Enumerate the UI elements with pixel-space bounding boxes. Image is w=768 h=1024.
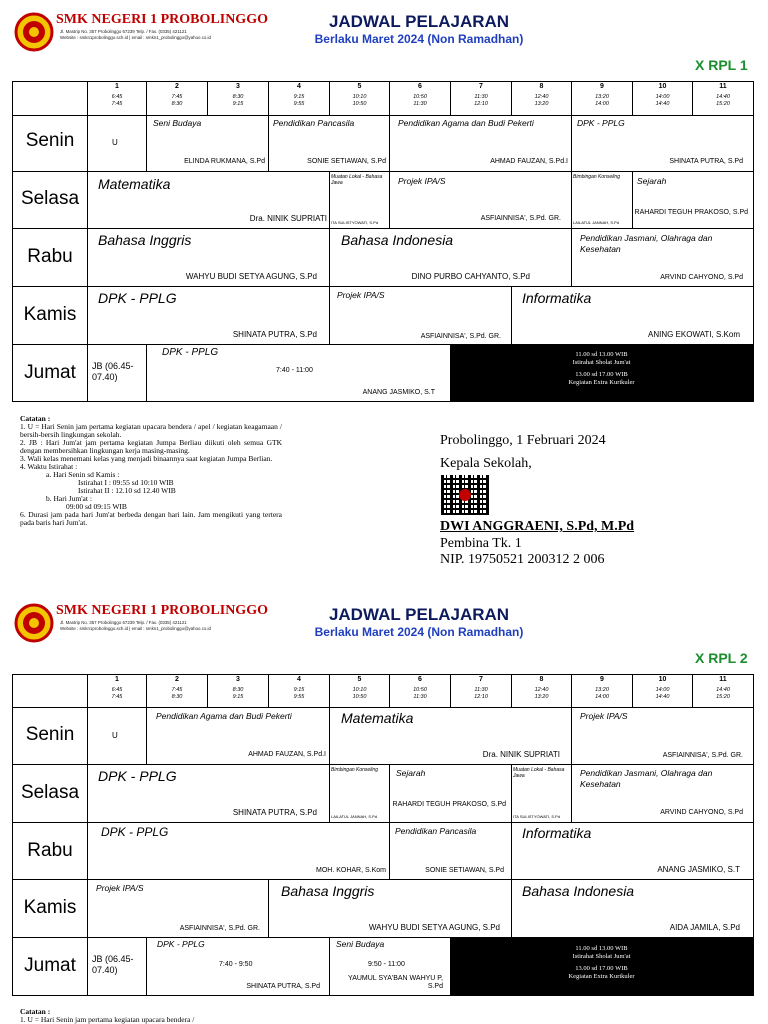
schedule-cell-subject: Muatan Lokal - Bahasa Jawa — [513, 767, 565, 779]
schedule-cell-time: 9:50 - 11:00 — [368, 961, 405, 968]
schedule-cell-teacher: RAHARDI TEGUH PRAKOSO, S.Pd — [392, 801, 506, 808]
schedule-cell-subject: DPK - PPLG — [101, 825, 169, 839]
break-line-3: 13.00 sd 17.00 WIB — [575, 965, 628, 972]
page-title: JADWAL PELAJARAN — [328, 605, 510, 624]
signatory-name: DWI ANGGRAENI, S.Pd, M.Pd — [440, 519, 635, 534]
schedule-cell-time: 7:40 - 9:50 — [219, 961, 253, 968]
period-end: 7:45 — [111, 694, 123, 700]
schedule-cell-subject: Matematika — [98, 176, 171, 192]
schedule-cell-teacher: RAHARDI TEGUH PRAKOSO, S.Pd — [634, 209, 748, 216]
break-line-3: 13.00 sd 17.00 WIB — [575, 371, 628, 378]
period-start: 7:45 — [171, 94, 183, 100]
jumpa-berlian-mark: JB (06.45-07.40) — [92, 954, 134, 975]
schedule-cell-subject: Pendidikan Jasmani, Olahraga dan Kesehatan — [580, 233, 713, 254]
break-line-1: 11.00 sd 13.00 WIB — [575, 945, 628, 952]
period-end: 12:10 — [474, 694, 488, 700]
period-end: 10:50 — [352, 101, 367, 107]
period-end: 9:15 — [232, 101, 244, 107]
schedule-cell-subject: Projek IPA/S — [96, 883, 144, 893]
schedule-cell-teacher: ASFIAINNISA', S.Pd. GR. — [179, 925, 260, 932]
period-number: 2 — [175, 83, 179, 90]
schedule-cell-teacher: ASFIAINNISA', S.Pd. GR. — [480, 215, 561, 222]
period-start: 13:20 — [595, 687, 609, 693]
signature-role: Kepala Sekolah, — [440, 456, 532, 471]
schedule-cell-teacher: ARVIND CAHYONO, S.Pd — [660, 274, 743, 281]
page-title: JADWAL PELAJARAN — [328, 12, 510, 31]
period-start: 11:30 — [474, 94, 488, 100]
schedule-cell-teacher: SHINATA PUTRA, S.Pd — [232, 808, 317, 817]
period-start: 8:30 — [232, 687, 244, 693]
day-label-senin: Senin — [25, 724, 75, 745]
schedule-cell-subject: Sejarah — [396, 768, 426, 778]
break-line-2: Istirahat Sholat Jum'at — [572, 359, 631, 366]
note-item: 4. Waktu Istirahat : — [20, 462, 78, 471]
schedule-cell-teacher: SONIE SETIAWAN, S.Pd — [425, 867, 504, 874]
schedule-cell-teacher: ITA SULISTYOWATI, S.Pd — [331, 220, 379, 225]
schedule-cell-teacher: Dra. NINIK SUPRIATI — [249, 214, 327, 223]
period-end: 15:20 — [716, 101, 730, 107]
schedule-cell-teacher: ASFIAINNISA', S.Pd. GR. — [662, 752, 743, 759]
note-item: 1. U = Hari Senin jam pertama kegiatan upacara bendera / apel / kegiatan keagamaan / bersih-bersih lingkungan sekolah. — [20, 422, 282, 439]
schedule-cell-teacher: ANING EKOWATI, S.Kom — [647, 330, 740, 339]
schedule-cell-subject: Bahasa Inggris — [281, 883, 375, 899]
schedule-cell-teacher: AHMAD FAUZAN, S.Pd.I — [490, 158, 568, 165]
period-end: 11:30 — [413, 694, 427, 700]
school-name: SMK NEGERI 1 PROBOLINGGO — [56, 603, 268, 618]
period-start: 6:45 — [111, 687, 123, 693]
school-logo-icon — [14, 12, 54, 52]
schedule-cell-teacher: YAUMUL SYA'BAN WAHYU P, S.Pd — [348, 975, 443, 990]
schedule-cell-subject: Sejarah — [637, 176, 667, 186]
period-end: 7:45 — [111, 101, 123, 107]
schedule-cell-subject: Pendidikan Jasmani, Olahraga dan Kesehatan — [580, 768, 713, 789]
period-start: 11:30 — [474, 687, 488, 693]
break-line-4: Kegiatan Extra Kurikuler — [568, 379, 635, 386]
period-number: 2 — [175, 676, 179, 683]
schedule-cell-subject: Bimbingan Konseling — [573, 174, 620, 180]
period-end: 12:10 — [474, 101, 488, 107]
schedule-cell-subject: Matematika — [341, 710, 414, 726]
period-start: 14:40 — [716, 687, 730, 693]
schedule-cell-teacher: AHMAD FAUZAN, S.Pd.I — [248, 751, 326, 758]
day-label-senin: Senin — [25, 130, 75, 151]
schedule-cell-subject: DPK - PPLG — [98, 290, 177, 306]
period-start: 12:40 — [534, 94, 549, 100]
period-end: 14:00 — [595, 101, 609, 107]
schedule-cell-teacher: MOH. KOHAR, S.Kom — [315, 867, 386, 874]
schedule-cell-subject: Projek IPA/S — [580, 711, 628, 721]
day-label-rabu: Rabu — [27, 246, 73, 267]
period-number: 4 — [297, 676, 301, 683]
period-number: 11 — [719, 83, 727, 90]
schedule-cell-subject: DPK - PPLG — [157, 939, 205, 949]
period-start: 9:15 — [293, 687, 305, 693]
period-start: 14:40 — [716, 94, 730, 100]
schedule-cell-subject: Bahasa Indonesia — [522, 883, 635, 899]
class-label: X RPL 1 — [695, 57, 748, 73]
school-contact: Website : smkn1probolinggo.sch.id | email : smkn1_probolinggo@yahoo.co.id — [60, 35, 211, 40]
signature-place-date: Probolinggo, 1 Februari 2024 — [440, 433, 606, 448]
break-line-1: 11.00 sd 13.00 WIB — [575, 351, 628, 358]
school-address: Jl. Mastrip No. 357 Probolinggo 67239 Telp. / Fax. (0335) 421121 — [60, 620, 187, 625]
schedule-cell-subject: Pendidikan Agama dan Budi Pekerti — [398, 118, 534, 128]
period-start: 10:50 — [413, 687, 427, 693]
schedule-cell-subject: Bahasa Indonesia — [341, 232, 454, 248]
note-item: 6. Durasi jam pada hari Jum'at berbeda dengan hari lain. Jam mengikuti yang tertera pada baris hari Jum'at. — [20, 510, 282, 527]
period-end: 8:30 — [171, 101, 183, 107]
friday-break-block — [450, 938, 753, 995]
period-start: 14:00 — [655, 687, 670, 693]
period-start: 10:50 — [413, 94, 427, 100]
note-item: 09:00 sd 09:15 WIB — [66, 502, 127, 511]
upacara-mark: U — [112, 731, 118, 740]
day-label-jumat: Jumat — [24, 362, 76, 383]
schedule-cell-subject: Seni Budaya — [153, 118, 202, 128]
schedule-cell-teacher: LAILATUL JANNAH, S.Pd — [573, 220, 620, 225]
note-item: 2. JB : Hari Jum'at jam pertama kegiatan Jumpa Berliau diikuti oleh semua GTK dengan membersihkan lingkungan kerja masing-masing. — [20, 438, 282, 455]
schedule-cell-teacher: ELINDA RUKMANA, S.Pd — [184, 158, 265, 165]
period-end: 10:50 — [352, 694, 367, 700]
period-number: 4 — [297, 83, 301, 90]
schedule-cell-teacher: LAILATUL JANNAH, S.Pd — [331, 814, 378, 819]
period-number: 9 — [600, 676, 604, 683]
break-line-2: Istirahat Sholat Jum'at — [572, 953, 631, 960]
period-number: 1 — [115, 83, 119, 90]
period-end: 13:20 — [534, 101, 549, 107]
period-number: 7 — [479, 83, 483, 90]
note-item: Istirahat I : 09:55 sd 10:10 WIB — [78, 478, 174, 487]
page-subtitle: Berlaku Maret 2024 (Non Ramadhan) — [314, 625, 524, 639]
note-item: b. Hari Jum'at : — [46, 494, 92, 503]
schedule-cell-teacher: ARVIND CAHYONO, S.Pd — [660, 809, 743, 816]
period-start: 6:45 — [111, 94, 123, 100]
period-end: 14:40 — [655, 101, 670, 107]
schedule-cell-teacher: SONIE SETIAWAN, S.Pd — [307, 158, 386, 165]
period-end: 13:20 — [534, 694, 549, 700]
period-start: 10:10 — [352, 94, 367, 100]
schedule-cell-time: 7:40 - 11:00 — [276, 367, 313, 374]
schedule-cell-teacher: ASFIAINNISA', S.Pd. GR. — [420, 333, 501, 340]
schedule-cell-subject: DPK - PPLG — [577, 118, 625, 128]
schedule-cell-subject: DPK - PPLG — [98, 768, 177, 784]
period-start: 13:20 — [595, 94, 609, 100]
note-item: 3. Wali kelas menemani kelas yang menjadi binaannya saat kegiatan Jumpa Berlian. — [20, 454, 273, 463]
period-start: 8:30 — [232, 94, 244, 100]
schedule-cell-subject: Seni Budaya — [336, 939, 385, 949]
schedule-cell-subject: Bahasa Inggris — [98, 232, 192, 248]
schedule-cell-subject: Projek IPA/S — [337, 290, 385, 300]
school-contact: Website : smkn1probolinggo.sch.id | email : smkn1_probolinggo@yahoo.co.id — [60, 626, 211, 631]
schedule-cell-teacher: ANANG JASMIKO, S.T — [657, 865, 740, 874]
schedule-cell-teacher: ITA SULISTYOWATI, S.Pd — [513, 814, 561, 819]
schedule-cell-subject: Bimbingan Konseling — [331, 767, 378, 773]
period-number: 1 — [115, 676, 119, 683]
schedule-cell-teacher: SHINATA PUTRA, S.Pd — [246, 983, 320, 990]
notes-heading: Catatan : — [20, 414, 51, 423]
signatory-nip: NIP. 19750521 200312 2 006 — [440, 552, 605, 567]
qr-code-icon — [441, 475, 489, 515]
schedule-cell-subject: Pendidikan Pancasila — [273, 118, 355, 128]
jumpa-berlian-mark: JB (06.45-07.40) — [92, 361, 134, 382]
schedule-cell-subject: Informatika — [522, 290, 592, 306]
schedule-cell-subject: Informatika — [522, 825, 592, 841]
schedule-cell-subject: Pendidikan Agama dan Budi Pekerti — [156, 711, 292, 721]
period-end: 9:55 — [293, 694, 305, 700]
schedule-cell-teacher: WAHYU BUDI SETYA AGUNG, S.Pd — [368, 923, 500, 932]
period-end: 9:15 — [232, 694, 244, 700]
school-logo-icon — [14, 603, 54, 643]
school-address: Jl. Mastrip No. 357 Probolinggo 67239 Telp. / Fax. (0335) 421121 — [60, 29, 187, 34]
period-start: 10:10 — [352, 687, 367, 693]
note-item: 1. U = Hari Senin jam pertama kegiatan upacara bendera / — [20, 1015, 195, 1024]
period-number: 11 — [719, 676, 727, 683]
period-number: 6 — [418, 83, 422, 90]
note-item: a. Hari Senin sd Kamis : — [46, 470, 120, 479]
period-end: 8:30 — [171, 694, 183, 700]
day-label-selasa: Selasa — [20, 782, 80, 803]
schedule-cell-teacher: Dra. NINIK SUPRIATI — [482, 750, 560, 759]
period-end: 14:40 — [655, 694, 670, 700]
period-number: 7 — [479, 676, 483, 683]
schedule-cell-subject: Projek IPA/S — [398, 176, 446, 186]
schedule-cell-teacher: DINO PURBO CAHYANTO, S.Pd — [411, 272, 530, 281]
schedule-cell-teacher: AIDA JAMILA, S.Pd — [669, 923, 740, 932]
class-label: X RPL 2 — [695, 650, 748, 666]
page-subtitle: Berlaku Maret 2024 (Non Ramadhan) — [314, 32, 524, 46]
period-number: 10 — [658, 83, 667, 90]
schedule-cell-subject: Muatan Lokal - Bahasa Jawa — [331, 174, 383, 186]
notes-heading: Catatan : — [20, 1007, 51, 1016]
period-number: 8 — [539, 676, 544, 683]
period-number: 9 — [600, 83, 604, 90]
period-number: 3 — [236, 676, 240, 683]
day-label-kamis: Kamis — [23, 304, 77, 325]
day-label-kamis: Kamis — [23, 897, 77, 918]
period-start: 14:00 — [655, 94, 670, 100]
school-name: SMK NEGERI 1 PROBOLINGGO — [56, 12, 268, 27]
schedule-cell-teacher: WAHYU BUDI SETYA AGUNG, S.Pd — [185, 272, 317, 281]
period-end: 15:20 — [716, 694, 730, 700]
period-number: 5 — [357, 676, 362, 683]
day-label-selasa: Selasa — [20, 188, 80, 209]
period-number: 3 — [236, 83, 240, 90]
period-end: 9:55 — [293, 101, 305, 107]
period-number: 5 — [357, 83, 362, 90]
period-number: 6 — [418, 676, 422, 683]
period-end: 14:00 — [595, 694, 609, 700]
period-number: 8 — [539, 83, 544, 90]
schedule-cell-subject: DPK - PPLG — [162, 347, 219, 358]
note-item: Istirahat II : 12.10 sd 12.40 WIB — [78, 486, 176, 495]
schedule-cell-teacher: SHINATA PUTRA, S.Pd — [669, 158, 743, 165]
period-start: 9:15 — [293, 94, 305, 100]
period-end: 11:30 — [413, 101, 427, 107]
schedule-cell-subject: Pendidikan Pancasila — [395, 826, 477, 836]
notes-block-2 — [20, 1008, 282, 1024]
period-start: 12:40 — [534, 687, 549, 693]
day-label-rabu: Rabu — [27, 840, 73, 861]
friday-break-block — [450, 345, 753, 401]
period-number: 10 — [658, 676, 667, 683]
upacara-mark: U — [112, 138, 118, 147]
schedule-cell-teacher: ANANG JASMIKO, S.T — [362, 389, 435, 396]
break-line-4: Kegiatan Extra Kurikuler — [568, 973, 635, 980]
notes-block — [20, 415, 282, 527]
period-start: 7:45 — [171, 687, 183, 693]
day-label-jumat: Jumat — [24, 955, 76, 976]
signatory-rank: Pembina Tk. 1 — [440, 536, 522, 551]
schedule-cell-teacher: SHINATA PUTRA, S.Pd — [232, 330, 317, 339]
